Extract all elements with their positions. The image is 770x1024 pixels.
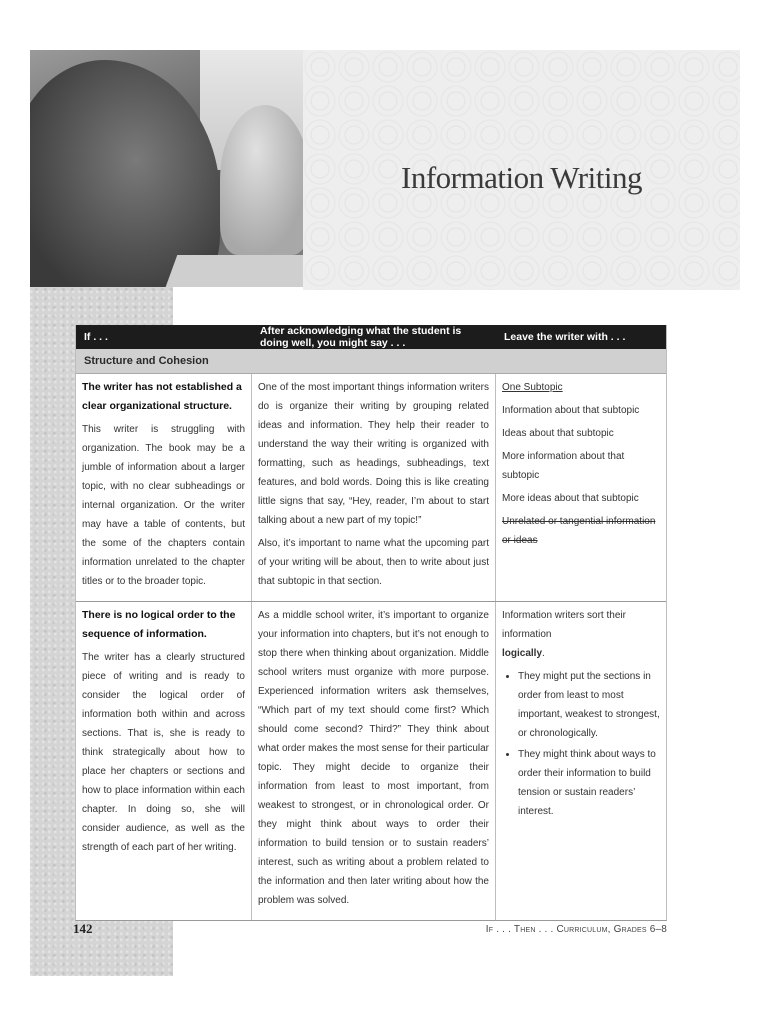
table-row: [76, 602, 666, 920]
leave-intro: [502, 606, 660, 663]
say-paragraph: One of the most important things information writers do is organize their writing by grouping related ideas and information. They help their reader to understand the way their writing is organized with formatting, such as headings, subheadings, text features, and bold words. Doing this is like creating little signs that say, “Hey, reader, I’m about to start talking about a new part of my topic!”: [258, 382, 489, 526]
leave-line: Ideas about that subtopic: [502, 428, 614, 439]
leave-intro-end: .: [542, 648, 545, 659]
section-heading-row: Structure and Cohesion: [76, 349, 666, 374]
say-cell: [252, 374, 496, 601]
if-cell: [76, 602, 252, 920]
if-body: The writer has a clearly structured piece of writing and is ready to consider the logical order of information both within and across sections. That is, she is ready to think strategically about how to place her chapters or sections and how to place information within each chapter. In doing so, she will consider audience, as well as the strength of each part of her writing.: [82, 652, 245, 853]
say-cell: [252, 602, 496, 920]
leave-intro-text: Information writers sort their information: [502, 610, 626, 640]
leave-line: More ideas about that subtopic: [502, 493, 639, 504]
say-paragraph: Also, it’s important to name what the upcoming part of your writing will be about, then to write about just that subtopic in that section.: [258, 538, 489, 587]
table-row: [76, 374, 666, 602]
photo-student-boy: [30, 60, 220, 287]
if-cell: [76, 374, 252, 601]
if-lead: There is no logical order to the sequence of information.: [82, 609, 236, 640]
photo-student-girl: [220, 105, 303, 255]
running-head: If . . . Then . . . Curriculum, Grades 6–8: [485, 924, 667, 935]
leave-struck-line: Unrelated or tangential information or ideas: [502, 516, 656, 546]
leave-cell: [496, 602, 666, 920]
leave-cell: [496, 374, 666, 601]
leave-heading: One Subtopic: [502, 382, 563, 393]
table-header-row: [76, 325, 666, 349]
students-writing-photo: [30, 50, 303, 287]
column-header-if: If . . .: [84, 331, 108, 343]
photo-desk-notebook: [163, 255, 303, 287]
page-title: Information Writing: [401, 160, 642, 195]
leave-bullet: • They might put the sections in order from least to most important, weakest to strongest, or chronologically.: [518, 667, 660, 743]
column-header-leave: Leave the writer with . . .: [504, 331, 626, 343]
conferring-table: [75, 325, 667, 921]
leave-bullet-list: [502, 667, 660, 821]
leave-intro-bold: logically: [502, 648, 543, 659]
leave-bullet: • They might think about ways to order their information to build tension or sustain readers’ interest.: [518, 745, 660, 821]
if-lead: The writer has not established a clear organizational structure.: [82, 381, 242, 412]
say-paragraph: As a middle school writer, it’s important to organize your information into chapters, but it’s not enough to stop there when thinking about organization. Middle school writers must organize with more purpose. Experienced information writers ask themselves, “Which part of my text should come first? Which should come second? Third?” They think about what order makes the most sense for their particular topic. They might decide to organize their information from least to most important, from weakest to strongest, or in chronological order. Or they might think about ways to order their information to build tension or to sustain readers’ interest, such as writing about a problem related to the information and then later writing about how the problem was solved.: [258, 610, 489, 906]
column-header-say: After acknowledging what the student is doing well, you might say . . .: [260, 325, 462, 349]
leave-line: More information about that subtopic: [502, 451, 625, 481]
page-number: 142: [73, 921, 93, 936]
if-body: This writer is struggling with organization. The book may be a jumble of information about a larger topic, with no clear subheadings or internal organization. Or the writer may have a table of contents, but the some of the chapters contain information unrelated to the chapter titles or to the broader topic.: [82, 424, 245, 587]
leave-line: Information about that subtopic: [502, 405, 640, 416]
